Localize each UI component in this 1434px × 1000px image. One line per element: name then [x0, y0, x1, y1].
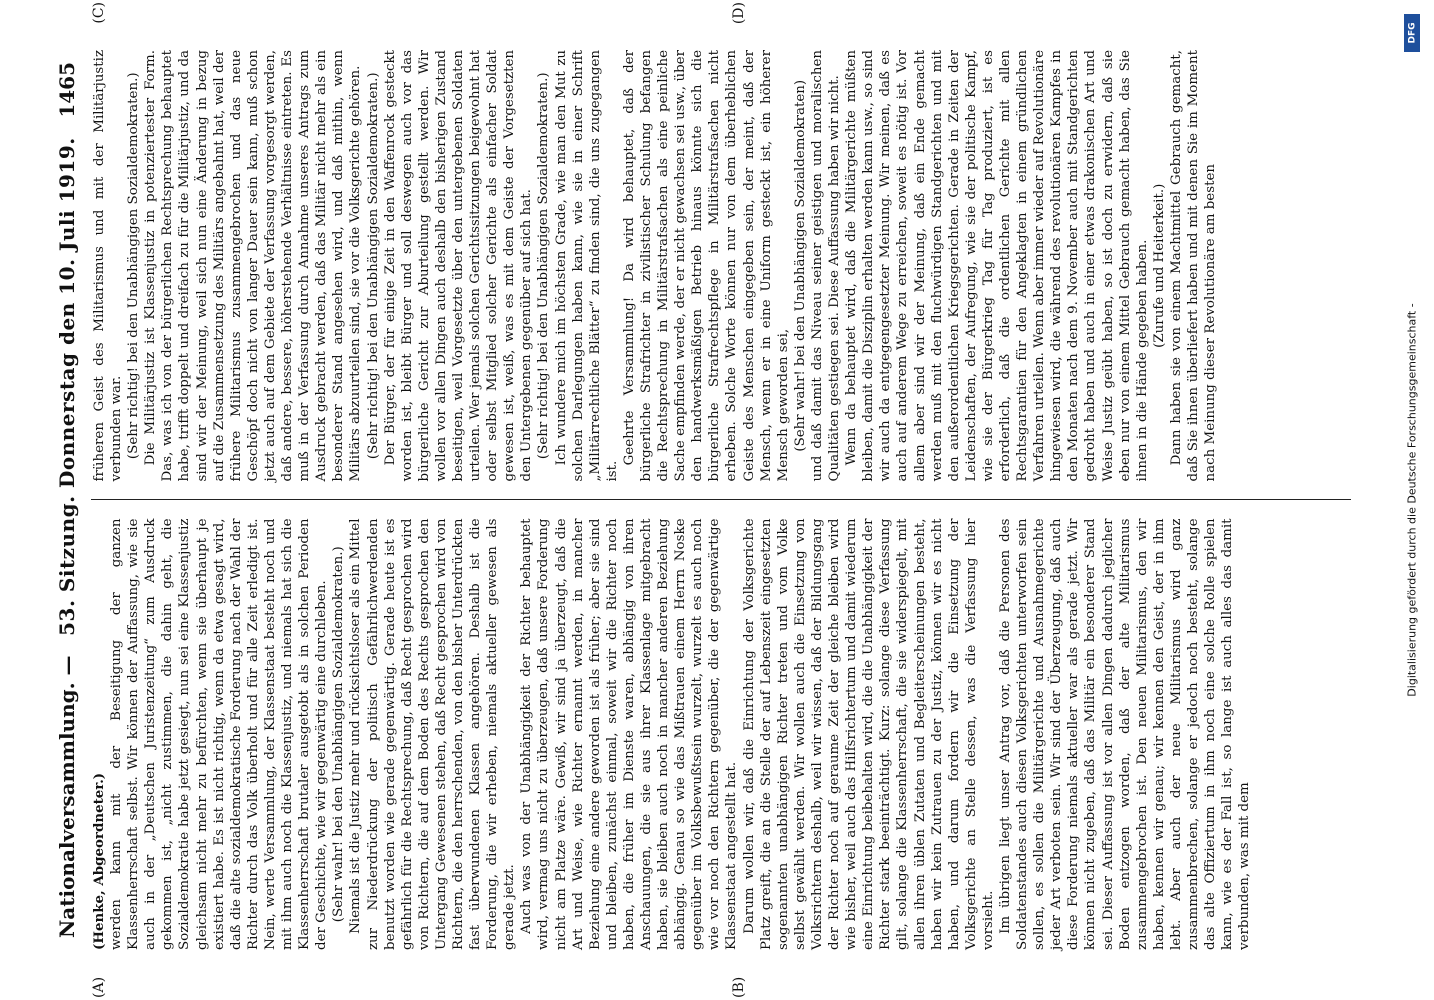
paragraph: Auch was von der Unabhängigkeit der Richter behauptet wird, vermag uns nicht zu überzeugen, daß unsere Forderung nicht am Platze wäre. Gewiß, wir sind ja überzeugt, daß die Art und Weise, wie Richter ernannt werden, in mancher Beziehung eine andere geworden ist als früher; aber sie sind und bleiben, zunächst einmal, soweit wir die Richter noch haben, die früher im Dienste waren, abhängig von ihren Anschauungen, die sie aus ihrer Klassenlage mitgebracht haben, sie bleiben auch noch in mancher anderen Beziehung abhängig. Genau so wie das Mißtrauen einem Herrn Noske gegenüber im Volksbewußtsein wurzelt, wurzelt es auch noch wie vor noch den Richtern gegenüber, die der gegenwärtige Klassenstaat angestellt hat.	[519, 518, 740, 950]
margin-marker-d: (D)	[731, 2, 747, 25]
paragraph: Im übrigen liegt unser Antrag vor, daß die Personen des Soldatenstandes auch diesen Volksgerichten unterworfen sein sollen, es sollen die Militärgerichte und Ausnahmegerichte jeder Art verboten sein. Wir sind der Überzeugung, daß auch diese Forderung niemals aktueller war als gerade jetzt. Wir können nicht zugeben, daß das Militär ein besonderer Stand sei. Dieser Auffassung ist vor allen Dingen dadurch jeglicher Boden entzogen worden, daß der alte Militarismus zusammengebrochen ist. Den neuen Militarismus, den wir haben, kennen wir genau; wir kennen den Geist, der in ihm lebt. Aber auch der neue Militarismus wird ganz zusammenbrechen, solange er jedoch noch besteht, solange das alte Offiziertum in ihm noch eine solche Rolle spielen kann, wie es der Fall ist, so lange ist auch alles das damit verbunden, was mit dem	[997, 518, 1253, 950]
credit-text: Digitalisierung gefördert durch die Deutsche Forschungsgemeinschaft -	[1405, 303, 1419, 697]
paragraph: Dann haben sie von einem Machtmittel Gebrauch gemacht, daß Sie ihnen überliefert haben und mit denen Sie im Moment nach Meinung dieser Revolutionäre am besten	[1168, 50, 1219, 482]
dfg-logo-text: DFG	[1407, 22, 1418, 44]
paragraph: Darum wollen wir, daß die Einrichtung der Volksgerichte Platz greift, die an die Stelle der auf Lebenszeit eingesetzten sogenannten unabhängigen Richter treten und vom Volke selbst gewählt werden. Wir wollen auch die Einsetzung von Volksrichtern deshalb, weil wir wissen, daß der Bildungsgang der Richter noch auf geraume Zeit der gleiche bleiben wird wie bisher, weil auch das Hilfsrichtertum und damit wiederum eine Einrichtung beibehalten wird, die die Unabhängigkeit der Richter stark beeinträchtigt. Kurz: solange diese Verfassung gilt, solange die Klassenherrschaft, die sie widerspiegelt, mit allen ihren üblen Zutaten und Begleiterscheinungen besteht, haben wir kein Zutrauen zu der Justiz, können wir es nicht haben, und darum fordern wir die Einsetzung der Volksgerichte an Stelle dessen, was die Verfassung hier vorsieht.	[741, 518, 996, 950]
speaker-label: (Henke, Abgeordneter.)	[91, 772, 107, 950]
margin-marker-a: (A)	[91, 976, 107, 998]
paragraph: Geehrte Versammlung! Da wird behauptet, daß der bürgerliche Strafrichter in zivilistischer Schulung befangen die Rechtsprechung in Militärstrafsachen als eine peinliche Sache empfinden werde, der er nicht gewachsen sei usw., über den handwerksmäßigen Betrieb hinaus könnte sich die bürgerliche Strafrechtspflege in Militärstrafsachen nicht erheben. Solche Worte können nur von dem überheblichen Geiste des Menschen eingegeben sein, der meint, daß der Mensch, wenn er in eine Uniform gesteckt ist, ein höherer Mensch geworden sei,	[621, 50, 791, 482]
page-header	[55, 32, 85, 968]
paragraph: Der Bürger, der für einige Zeit in den Waffenrock gesteckt worden ist, bleibt Bürger und soll deswegen auch vor das bürgerliche Gericht zur Aburteilung gestellt werden. Wir wollen vor allen Dingen auch deshalb den bisherigen Zustand beseitigen, weil Vorgesetzte über den untergebenen Soldaten urteilen. Wer jemals solchen Gerichtssitzungen beigewohnt hat oder selbst Mitglied solcher Gerichte als einfacher Soldat gewesen ist, weiß, was es mit dem Geiste der Vorgesetzten den Untergebenen gegenüber auf sich hat.	[382, 50, 535, 482]
paragraph: Ich wundere mich im höchsten Grade, wie man den Mut zu solchen Darlegungen haben kann, wie sie in einer Schrift „Militärrechtliche Blätter“ zu finden sind, die uns zugegangen ist.	[553, 50, 620, 482]
interjection: (Sehr richtig! bei den Unabhängigen Sozialdemokraten.)	[365, 72, 381, 460]
page-number: 1465	[55, 62, 79, 118]
text-columns	[91, 2, 1351, 998]
header-left: Nationalversammlung. —	[55, 655, 79, 938]
digitization-credit	[1402, 10, 1422, 990]
dfg-logo	[1404, 14, 1420, 52]
paragraph: Niemals ist die Justiz mehr und rücksichtsloser als ein Mittel zur Niederdrückung der politisch Gefährlichwerdenden benutzt worden wie gerade gegenwärtig. Gerade heute ist es gefährlich für die Rechtsprechung, daß Recht gesprochen wird von Richtern, die auf dem Boden des Rechts gesprochen den Untergang Gewesenen stehen, daß Recht gesprochen wird von Richtern, die den herrschenden, von den bisher Unterdrückten fast überwundenen Klassen angehören. Deshalb ist die Forderung, die wir erheben, niemals aktueller gewesen als gerade jetzt.	[348, 518, 518, 950]
paragraph: Wenn da behauptet wird, daß die Militärgerichte müßten bleiben, damit die Disziplin erhalten werden kann usw., so sind wir auch da entgegengesetzter Meinung. Wir meinen, daß es auch auf anderem Wege zu erreichen, soweit es nötig ist. Vor allem aber sind wir der Meinung, daß ein Ende gemacht werden muß mit den fluchwürdigen Standgerichten und mit den außerordentlichen Kriegsgerichten. Gerade in Zeiten der Leidenschaften, der Aufregung, wie sie der politische Kampf, wie sie der Bürgerkrieg Tag für Tag produziert, ist es erforderlich, daß die ordentlichen Gerichte mit allen Rechtsgarantien für den Angeklagten in einem gründlichen Verfahren urteilen. Wenn aber immer wieder auf Revolutionäre hingewiesen wird, die während des revolutionären Kampfes in den Monaten nach dem 9. November auch mit Standgerichten gedroht haben und auch in einer etwas drakonischen Art und Weise Justiz geübt haben, so ist doch zu erwidern, daß sie eben nur von einem Mittel Gebrauch gemacht haben, das Sie ihnen in die Hände gegeben haben.	[844, 50, 1150, 482]
right-column	[91, 2, 1351, 501]
paragraph: und daß damit das Niveau seiner geistigen und moralischen Qualitäten gestiegen sei. Diese Auffassung haben wir nicht.	[809, 50, 843, 482]
margin-marker-c: (C)	[91, 2, 107, 24]
header-center: 53. Sitzung. Donnerstag den 10. Juli 1919.	[55, 137, 79, 636]
interjection: (Sehr richtig! bei den Unabhängigen Sozialdemokraten.)	[536, 72, 552, 460]
paragraph: werden kann mit der Beseitigung der ganzen Klassenherrschaft selbst. Wir können der Auffassung, wie sie auch in der „Deutschen Juristenzeitung“ zum Ausdruck gekommen ist, „nicht zustimmen, die dahin geht, die Sozialdemokratie habe jetzt gesiegt, nun sei eine Klassenjustiz gleichsam nicht mehr zu befürchten, wenn sie überhaupt je existiert habe. Es ist nicht richtig, wenn da etwa gesagt wird, daß die alte sozialdemokratische Forderung nach der Wahl der Richter durch das Volk überholt und für alle Zeit erledigt ist. Nein, werte Versammlung, der Klassenstaat besteht noch und mit ihm auch noch die Klassenjustiz, und niemals hat sich die Klassenherrschaft brutaler ausgetobt als in solchen Perioden der Geschichte, wie wir gegenwärtig eine durchleben.	[109, 518, 330, 950]
paragraph: Die Militärjustiz ist Klassenjustiz in potenziertester Form. Das, was ich von der bürgerlichen Rechtsprechung behauptet habe, trifft doppelt und dreifach zu für die Militärjustiz, und da sind wir der Meinung, weil sich nun eine Änderung in bezug auf die Zusammensetzung des Militärs angebahnt hat, weil der frühere Militarismus zusammengebrochen und das neue Geschöpf doch nicht von langer Dauer sein kann, muß schon jetzt auch auf dem Gebiete der Verfassung vorgesorgt werden, daß andere, bessere, höherstehende Verhältnisse eintreten. Es muß in der Verfassung durch Annahme unseres Antrags zum Ausdruck gebracht werden, daß das Militär nicht mehr als ein besonderer Stand angesehen wird, und daß mithin, wenn Militärs abzuurteilen sind, sie vor die Volksgerichte gehören.	[143, 50, 364, 482]
left-column	[91, 501, 1351, 998]
paragraph: früheren Geist des Militarismus und mit der Militärjustiz verbunden war.	[92, 50, 125, 482]
scanned-page	[27, 2, 1407, 998]
interjection: (Zurufe und Heiterkeit.)	[1151, 183, 1167, 348]
margin-marker-b: (B)	[731, 976, 747, 998]
interjection: (Sehr wahr! bei den Unabhängigen Sozialdemokraten.)	[331, 546, 347, 923]
interjection: (Sehr richtig! bei den Unabhängigen Sozialdemokraten.)	[126, 72, 142, 460]
interjection: (Sehr wahr! bei den Unabhängigen Sozialdemokraten)	[792, 79, 808, 452]
